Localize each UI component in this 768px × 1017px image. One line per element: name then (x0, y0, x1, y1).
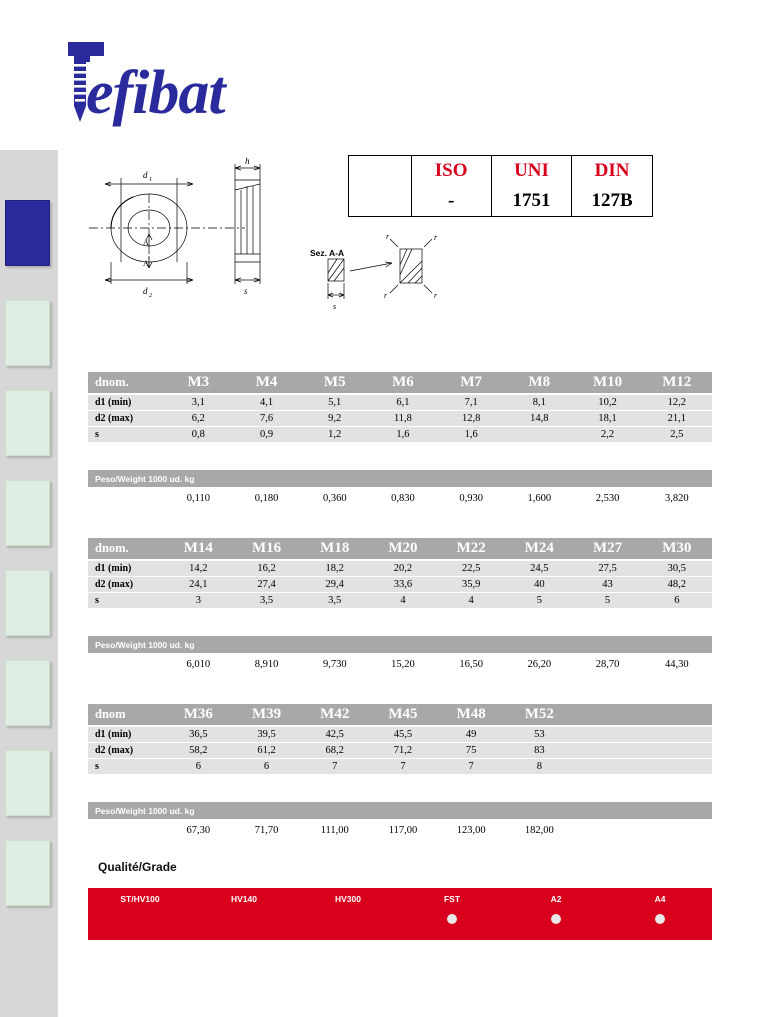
cell: 6,1 (369, 394, 437, 410)
weight-label: Peso/Weight 1000 ud. kg (88, 802, 369, 819)
cell: 4 (369, 592, 437, 608)
weight-cell: 3,820 (642, 487, 712, 507)
rail-chip-1[interactable] (5, 300, 50, 366)
standards-value-iso: - (411, 186, 491, 216)
radius-label-1: r (386, 235, 390, 241)
cell: 7 (301, 758, 369, 774)
header-cell: M16 (232, 538, 300, 560)
dimension-table-1 (88, 372, 712, 443)
cell: 48,2 (642, 576, 712, 592)
grade-label: A4 (654, 894, 666, 904)
cell: 1,2 (301, 426, 369, 442)
table-row (88, 592, 712, 608)
cell: 5 (505, 592, 573, 608)
rail-chip-7[interactable] (5, 840, 50, 906)
cell: 3,5 (301, 592, 369, 608)
table-row (88, 758, 712, 774)
cell (642, 758, 712, 774)
dimension-table-3 (88, 704, 712, 775)
weight-cell: 9,730 (301, 653, 369, 673)
header-cell: M39 (232, 704, 300, 726)
cell: 35,9 (437, 576, 505, 592)
header-cell: M3 (164, 372, 232, 394)
weight-values-row (88, 487, 712, 507)
weight-cell: 16,50 (437, 653, 505, 673)
standards-value-din: 127B (591, 190, 633, 211)
standards-pad-cell (349, 156, 411, 186)
header-cell: M5 (301, 372, 369, 394)
weight-cell (642, 819, 712, 839)
dim-s-detail-label: s (333, 302, 337, 311)
standards-box (348, 155, 653, 217)
header-cell: M22 (437, 538, 505, 560)
cell: 29,4 (301, 576, 369, 592)
header-cell: M4 (232, 372, 300, 394)
standards-value-row (349, 186, 652, 216)
cell: 71,2 (369, 742, 437, 758)
cell: 0,8 (164, 426, 232, 442)
grade-label: HV140 (231, 894, 257, 904)
grade-title: Qualité/Grade (98, 860, 177, 874)
grade-label: A2 (550, 894, 562, 904)
cell: 4 (437, 592, 505, 608)
rail-chip-2[interactable] (5, 390, 50, 456)
standards-header-din: DIN (594, 160, 630, 181)
header-cell: M12 (642, 372, 712, 394)
cell: 18,2 (301, 560, 369, 576)
weight-table-1 (88, 470, 712, 507)
cell: 8,1 (505, 394, 573, 410)
weight-cell: 1,600 (505, 487, 573, 507)
dimension-table-2 (88, 538, 712, 609)
cell: 2,2 (573, 426, 641, 442)
radius-label-2: r (434, 235, 438, 242)
radius-label-4: r (434, 291, 438, 300)
header-cell: M10 (573, 372, 641, 394)
cell: 22,5 (437, 560, 505, 576)
table-header-row (88, 372, 712, 394)
cell: 45,5 (369, 726, 437, 742)
row-label: d2 (max) (88, 410, 164, 426)
cell (573, 758, 641, 774)
weight-table-2 (88, 636, 712, 673)
cell: 39,5 (232, 726, 300, 742)
rail-chip-5[interactable] (5, 660, 50, 726)
section-label: Sez. A-A (310, 248, 345, 258)
weight-cell: 15,20 (369, 653, 437, 673)
table-header-row (88, 538, 712, 560)
cell: 10,2 (573, 394, 641, 410)
grade-dot (655, 914, 665, 924)
cell: 49 (437, 726, 505, 742)
weight-cell: 6,010 (164, 653, 232, 673)
row-label: s (88, 592, 164, 608)
cell: 11,8 (369, 410, 437, 426)
row-label: s (88, 758, 164, 774)
grade-label: FST (443, 894, 461, 904)
header-cell: M20 (369, 538, 437, 560)
cell: 33,6 (369, 576, 437, 592)
cell: 1,6 (369, 426, 437, 442)
weight-cell: 44,30 (642, 653, 712, 673)
cell: 5 (573, 592, 641, 608)
cell: 0,9 (232, 426, 300, 442)
cell: 40 (505, 576, 573, 592)
rail-chip-4[interactable] (5, 570, 50, 636)
cell: 16,2 (232, 560, 300, 576)
header-cell: M42 (301, 704, 369, 726)
header-cell: M27 (573, 538, 641, 560)
cell: 5,1 (301, 394, 369, 410)
standards-header-row (349, 156, 652, 186)
grade-dot (551, 914, 561, 924)
marker-a-top: A (143, 238, 149, 247)
dim-s-label: s (244, 286, 248, 296)
cell: 21,1 (642, 410, 712, 426)
standards-header-uni: UNI (491, 156, 571, 186)
cell: 7 (369, 758, 437, 774)
table-row (88, 742, 712, 758)
cell (573, 742, 641, 758)
weight-header-row (88, 470, 712, 487)
weight-cell: 123,00 (437, 819, 505, 839)
cell: 43 (573, 576, 641, 592)
header-cell (573, 704, 641, 726)
header-cell (642, 704, 712, 726)
header-cell: M52 (505, 704, 573, 726)
cell: 61,2 (232, 742, 300, 758)
cell: 14,8 (505, 410, 573, 426)
header-cell: M7 (437, 372, 505, 394)
grade-bar (88, 888, 712, 940)
table-row (88, 394, 712, 410)
grade-cell-fst[interactable] (400, 888, 504, 940)
weight-label: Peso/Weight 1000 ud. kg (88, 636, 369, 653)
cell: 36,5 (164, 726, 232, 742)
svg-text:1: 1 (149, 177, 152, 183)
cell: 12,8 (437, 410, 505, 426)
header-cell: M18 (301, 538, 369, 560)
header-cell: M48 (437, 704, 505, 726)
cell: 6,2 (164, 410, 232, 426)
weight-cell: 0,360 (301, 487, 369, 507)
cell: 27,4 (232, 576, 300, 592)
header-cell: M45 (369, 704, 437, 726)
cell: 18,1 (573, 410, 641, 426)
cell (642, 742, 712, 758)
table-row (88, 410, 712, 426)
cell: 3,5 (232, 592, 300, 608)
standards-header-iso: ISO (411, 156, 491, 186)
table-row (88, 726, 712, 742)
cell: 6 (232, 758, 300, 774)
cell: 83 (505, 742, 573, 758)
cell: 3,1 (164, 394, 232, 410)
table-header-row (88, 704, 712, 726)
header-dnom: dnom. (88, 372, 164, 394)
row-label: d1 (min) (88, 726, 164, 742)
weight-cell: 0,830 (369, 487, 437, 507)
standards-pad-cell-2 (349, 186, 411, 216)
row-label: d1 (min) (88, 560, 164, 576)
svg-text:2: 2 (149, 293, 152, 299)
weight-label: Peso/Weight 1000 ud. kg (88, 470, 369, 487)
cell (573, 726, 641, 742)
cell: 7,6 (232, 410, 300, 426)
header-cell: M24 (505, 538, 573, 560)
weight-cell: 26,20 (505, 653, 573, 673)
marker-a-bottom: A (143, 259, 149, 268)
cell: 24,5 (505, 560, 573, 576)
brand-name: efibat (86, 59, 225, 127)
cell: 6 (642, 592, 712, 608)
weight-cell: 67,30 (164, 819, 232, 839)
cell: 20,2 (369, 560, 437, 576)
rail-chip-6[interactable] (5, 750, 50, 816)
row-label: d2 (max) (88, 576, 164, 592)
cell: 7 (437, 758, 505, 774)
dim-d1-label: d (143, 170, 148, 180)
page-footer-spacer (58, 955, 768, 1017)
weight-header-row (88, 636, 712, 653)
dim-d2-label: d (143, 286, 148, 296)
weight-values-row (88, 819, 712, 839)
grade-cell-a4[interactable] (608, 888, 712, 940)
technical-drawing (85, 150, 315, 320)
header-cell: M14 (164, 538, 232, 560)
header-cell: M36 (164, 704, 232, 726)
cell: 27,5 (573, 560, 641, 576)
weight-cell: 2,530 (573, 487, 641, 507)
grade-cell-st-hv100[interactable] (88, 888, 192, 940)
cell: 7,1 (437, 394, 505, 410)
header-dnom: dnom. (88, 538, 164, 560)
weight-table-3 (88, 802, 712, 839)
weight-cell: 0,110 (164, 487, 232, 507)
weight-cell: 0,930 (437, 487, 505, 507)
weight-cell (573, 819, 641, 839)
cell: 58,2 (164, 742, 232, 758)
row-label: d2 (max) (88, 742, 164, 758)
cell: 3 (164, 592, 232, 608)
cell: 8 (505, 758, 573, 774)
cell: 9,2 (301, 410, 369, 426)
table-row (88, 426, 712, 442)
grade-cell-a2[interactable] (504, 888, 608, 940)
cell: 53 (505, 726, 573, 742)
radius-label-3: r (384, 291, 388, 300)
brand-logo (30, 22, 360, 127)
cell: 2,5 (642, 426, 712, 442)
table-row (88, 576, 712, 592)
cell: 24,1 (164, 576, 232, 592)
cell: 4,1 (232, 394, 300, 410)
section-detail-drawing (310, 235, 460, 315)
header-cell: M30 (642, 538, 712, 560)
rail-chip-3[interactable] (5, 480, 50, 546)
cell: 14,2 (164, 560, 232, 576)
cell: 75 (437, 742, 505, 758)
grade-label: HV300 (335, 894, 361, 904)
dim-h-label: h (245, 156, 250, 166)
standards-value-uni: 1751 (491, 186, 571, 216)
weight-cell: 71,70 (232, 819, 300, 839)
cell: 12,2 (642, 394, 712, 410)
cell: 6 (164, 758, 232, 774)
grade-dot (447, 914, 457, 924)
cell: 42,5 (301, 726, 369, 742)
weight-cell: 117,00 (369, 819, 437, 839)
weight-cell: 182,00 (505, 819, 573, 839)
cell: 68,2 (301, 742, 369, 758)
grade-label: ST/HV100 (120, 894, 160, 904)
rail-chip-active[interactable] (5, 200, 50, 266)
weight-cell: 111,00 (301, 819, 369, 839)
header-dnom: dnom (88, 704, 164, 726)
table-row (88, 560, 712, 576)
header-cell: M6 (369, 372, 437, 394)
cell: 1,6 (437, 426, 505, 442)
weight-values-row (88, 653, 712, 673)
grade-cell-hv300[interactable] (296, 888, 400, 940)
row-label: d1 (min) (88, 394, 164, 410)
weight-header-row (88, 802, 712, 819)
weight-cell: 0,180 (232, 487, 300, 507)
cell (505, 426, 573, 442)
cell (642, 726, 712, 742)
header-cell: M8 (505, 372, 573, 394)
grade-cell-hv140[interactable] (192, 888, 296, 940)
weight-cell: 8,910 (232, 653, 300, 673)
row-label: s (88, 426, 164, 442)
cell: 30,5 (642, 560, 712, 576)
weight-cell: 28,70 (573, 653, 641, 673)
